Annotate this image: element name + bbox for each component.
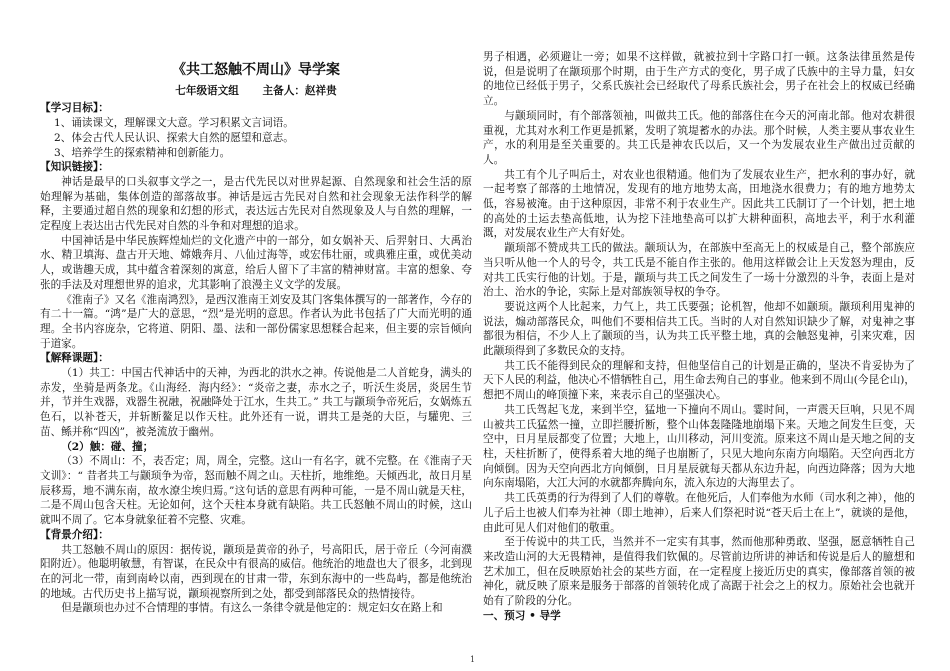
page-number: 1: [470, 655, 476, 664]
author-line: [40, 84, 472, 99]
author-label: 主备人：赵祥贵: [262, 84, 337, 97]
explain-heading: 【解释课题】：: [40, 352, 109, 365]
grade-label: 七年级语文组: [175, 84, 239, 97]
knowledge-paragraph: 中国神话是中华民族辉煌灿烂的文化遗产中的一部分，如女娲补天、后羿射日、大禹治水、精卫填海、盘古开天地、嫦娥奔月、八仙过海等，或宏伟壮丽，或典雅庄重，或优美动人，或谐趣天成，其中蕴含着深刻的寓意，给后人留下了丰富的精神财富。丰富的想象、夸张的手法及对理想世界的追求，尤其影响了浪漫主义文学的发展。: [40, 234, 472, 291]
background-heading: 【背景介绍】：: [40, 528, 109, 541]
body-paragraph: 要说这两个人比起来，力气上，共工氏要强；论机智，他却不如颛顼。颛顼利用鬼神的说法，煽动部落民众，叫他们不要相信共工氏。当时的人对自然知识缺少了解，对鬼神之事都很为相信，不少人上了颛顼的当，认为共工氏平整土地，真的会触怒鬼神，引来灾难，因此颛顼得到了多数民众的支持。: [483, 300, 915, 358]
knowledge-paragraph: 《淮南子》又名《淮南鸿烈》，是西汉淮南王刘安及其门客集体撰写的一部著作，今存的有二十一篇。“鸿”是广大的意思，“烈”是光明的意思。作者认为此书包括了广大而光明的通理。全书内容庞杂，它将道、阴阳、墨、法和一部份儒家思想糅合起来，但主要的宗旨倾向于道家。: [40, 293, 472, 350]
explain-paragraph: （1）共工：中国古代神话中的天神，为西北的洪水之神。传说他是二人首蛇身，满头的赤发，坐骑是两条龙。《山海经．海内经》：“炎帝之妻，赤水之子，听沃生炎居，炎居生节并，节并生戏器，戏器生祝融，祝融降处于江水，生共工。” 共工与颛顼争帝死后，女娲炼五色石，以补苍天，并斩断鳌足以作天柱。此外还有一说，谓共工是尧的大臣，与驩兜、三苗、鲧并称“四凶”，被尧流放于幽州。: [40, 367, 472, 438]
body-paragraph: 共工氏英勇的行为得到了人们的尊敬。在他死后，人们奉他为水师（司水利之神），他的儿子后土也被人们奉为社神（即土地神），后来人们祭祀时说“苍天后土在上”，就谈的是他，由此可见人们对他们的敬重。: [483, 492, 915, 534]
explain-paragraph: （3）不周山：不，表否定；周，周全，完整。这山一有名字，就不完整。在《淮南子天文训》：“ 昔者共工与颛顼争为帝，怒而触不周之山。天柱折，地维绝。天倾西北，故日月星辰移焉，地不满东南，故水潦尘埃归焉。”这句话的意思有两种可能，一是不周山就是天柱，二是不周山包含天柱。无论如何，这个天柱本身就有缺陷。共工氏怒触不周山的时候，这山就叫不周了。它本身就象征着不完整、灾难。: [40, 455, 472, 527]
preview-heading: 一、预习 • 导学: [483, 609, 561, 622]
goals-heading: 【学习目标】：: [40, 102, 109, 115]
goal-item: 1、诵读课文，理解课文大意。学习积累文言词语。: [54, 117, 294, 130]
body-paragraph: 共工氏不能得到民众的理解和支持，但他坚信自己的计划是正确的，坚决不肯妥协为了天下人民的利益，他决心不惜牺牲自己，用生命去殉自己的事业。他来到不周山(今昆仑山)，想把不周山的峰顶撞下来，来表示自己的坚强决心。: [483, 359, 916, 402]
page-title: 《共工怒触不周山》导学案: [172, 62, 340, 78]
left-column: [40, 50, 472, 616]
right-column: [483, 50, 915, 623]
body-paragraph: 共工氏驾起飞龙，来到半空，猛地一下撞向不周山。霎时间，一声震天巨响，只见不周山被共工氏猛然一撞，立即拦腰折断，整个山体轰隆隆地崩塌下来。天地之间发生巨变，天空中，日月星辰都变了位置；大地上，山川移动，河川变流。原来这不周山是天地之间的支柱，天柱折断了，使得系着大地的绳子也崩断了，只见大地向东南方向塌陷。天空向西北方向倾倒。因为天空向西北方向倾倒，日月星辰就每天都从东边升起，向西边降落；因为大地向东南塌陷，大江大河的水就都奔腾向东，流入东边的大海里去了。: [483, 403, 915, 490]
explain-paragraph: （2）触：碰、撞；: [61, 440, 154, 453]
knowledge-heading: 【知识链接】：: [40, 161, 109, 174]
goal-item: 2、体会古代人民认识、探索大自然的愿望和意志。: [54, 131, 294, 144]
body-paragraph: 颛顼部不赞成共工氏的做法。颛顼认为，在部族中至高无上的权威是自己，整个部族应当只听从他一个人的号令，共工氏是不能自作主张的。他用这样做会让上天发怒为理由，反对共工氏实行他的计划。于是，颛顼与共工氏之间发生了一场十分激烈的斗争，表面上是对治土、治水的争论，实际上是对部族领导权的争夺。: [483, 242, 915, 299]
body-paragraph: 共工有个儿子叫后土，对农业也很精通。他们为了发展农业生产，把水利的事办好，就一起考察了部落的土地情况，发现有的地方地势太高，田地浇水很费力；有的地方地势太低，容易被淹。由于这种原因，非常不利于农业生产。因此共工氏制订了一个计划，把土地的高处的土运去垫高低地，认为挖下洼地垫高可以扩大耕种面积，高地去平，利于水利灌溉，对发展农业生产大有好处。: [483, 168, 915, 240]
body-paragraph: 与颛顼同时，有个部落领袖，叫做共工氏。他的部落住在今天的河南北部。他对农耕很重视，尤其对水利工作更是抓紧，发明了筑堤蓄水的办法。那个时候，人类主要从事农业生产，水的利用是至关重要的。共工氏是神农氏以后，又一个为发展农业生产做出过贡献的人。: [483, 109, 915, 166]
body-paragraph: 男子相遇，必须避让一旁；如果不这样做，就被拉到十字路口打一顿。这条法律虽然是传说，但是说明了在颛顼那个时期，由于生产方式的变化，男子成了氏族中的主导力量，妇女的地位已经低于男子，父系氏族社会已经取代了母系氏族社会，男子在社会上的权威已经确立。: [483, 51, 915, 108]
body-paragraph: 至于传说中的共工氏，当然并不一定实有其事，然而他那种勇敢、坚强，愿意牺牲自己来改造山河的大无畏精神，是值得我们钦佩的。尽管前边所讲的神话和传说是后人的臆想和艺术加工，但在反映原始社会的某些方面，在一定程度上接近历史的真实，像部落首领的被神化，就反映了原来是服务于部落的首领转化成了高踞于社会之上的权力。原始社会也就开始有了阶段的分化。: [483, 536, 915, 608]
goal-item: 3、培养学生的探索精神和创新能力。: [54, 146, 231, 159]
knowledge-paragraph: 神话是最早的口头叙事文学之一，是古代先民以对世界起源、自然现象和社会生活的原始理解为基础，集体创造的部落故事。神话是远古先民对自然和社会现象无法作科学的解释，主要通过超自然的现象和幻想的形式，表达远古先民对自然现象及人与自然的理解，一定程度上表达出古代先民对自然的斗争和对理想的追求。: [40, 175, 472, 233]
background-paragraph: 共工怒触不周山的原因：据传说，颛顼是黄帝的孙子，号高阳氏，居于帝丘（今河南濮阳附近）。他聪明敏慧，有智谋，在民众中有很高的威信。他统治的地盘也大了很多，北到现在的河北一带，南到南岭以南，西到现在的甘肃一带，东到东海中的一些岛屿，都是他统治的地域。古代历史书上描写说，颛顼视察所到之处，都受到部落民众的热情接待。: [40, 543, 472, 600]
background-paragraph: 但是颛顼也办过不合情理的事情。有这么一条律令就是他定的：规定妇女在路上和: [61, 602, 443, 615]
